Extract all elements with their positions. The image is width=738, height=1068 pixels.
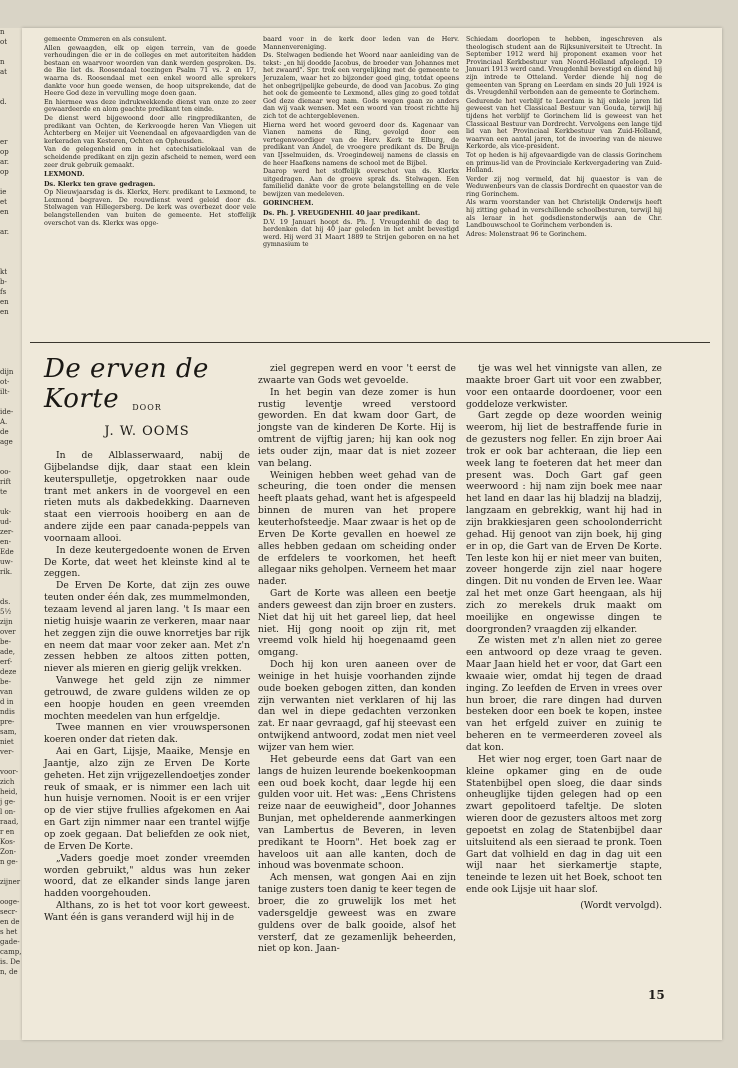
gutter-fragment: en [0,308,9,316]
gutter-fragment: van [0,688,13,696]
news-heading: Ds. Ph. J. VREUGDENHIL 40 jaar predikant. [263,209,421,218]
gutter-fragment: ooge- [0,898,20,906]
gutter-fragment: ilt- [0,388,10,396]
gutter-fragment [0,328,22,337]
news-paragraph: D.V. 19 Januari hoopt ds. Ph. J. Vreugdenhil de dag te herdenken dat hij 40 jaar geleden in het ambt bevestigd werd. Hij werd 31 Maart 1889 te Strijen geboren en na het gymnasium te [263,217,459,249]
story-paragraph: ziel gegrepen werd en voor 't eerst de zwaarte van Gods wet gevoelde. [258,363,456,386]
gutter-fragment: be- [0,638,11,646]
gutter-fragment [0,108,22,117]
gutter-fragment: en- [0,538,12,546]
news-paragraph: Als warm voorstander van het Christelijk Onderwijs heeft hij zitting gehad in verschillende schoolbesturen, terwijl hij als leraar in het godsdienstonderwijs aan de Chr. Landbouwschool te Gorinchem verbonden is. [466,198,662,230]
gutter-fragment: oo- [0,468,11,476]
gutter-fragment: is. De [0,958,21,966]
gutter-fragment: b- [0,278,7,286]
news-paragraph: Op Nieuwjaarsdag is ds. Klerkx, Herv. predikant te Lexmond, te Lexmond begraven. De rouwdienst werd geleid door ds. Stelwagen van Hillegersberg. De kerk was overbezet door vele belangstellenden van buiten de gemeente. Het stoffelijk overschot van ds. Klerkx was opge- [44,188,256,227]
story-paragraph: Weinigen hebben weet gehad van de scheuring, die toen onder die mensen heeft plaats gehad, want het is afgespeeld binnen de muren van het propere keuterhofsteedje. Maar zwaar is het op de Erven De Korte gevallen en hoewel ze alles hebben gedaan om scheiding onder de erfdelers te voorkomen, het heeft allegaar niks geholpen. Verneem het maar nader. [258,469,456,588]
gutter-fragment: uk- [0,508,11,516]
story-paragraph: In de Alblasserwaard, nabij de Gijbelandse dijk, daar staat een klein keuterspulletje, opgetrokken naar oude trant met ankers in de voorgevel en een rieten muts als dakbedekking. Daarneven staat een vierroois hooiberg en aan de andere zijde een paar canada-peppels van voornaam allooi. [44,450,250,544]
gutter-fragment: 5½ [0,608,12,616]
gutter-fragment: r en [0,828,15,836]
gutter-fragment: ie [0,188,7,196]
gutter-fragment: Zon- [0,848,16,856]
gutter-fragment: be- [0,678,11,686]
gutter-fragment [0,248,22,257]
news-paragraph: Daarop werd het stoffelijk overschot van ds. Klerkx uitgedragen. Aan de groeve sprak ds. Stelwagen. Een familielid dankte voor de grote belangstelling en de vele bewijzen van medeleven. [263,167,459,198]
story-byline: DOOR [132,403,162,412]
gutter-fragment: en de [0,918,20,926]
gutter-fragment: de [0,428,9,436]
story-paragraph: Het gebeurde eens dat Gart van een langs de huizen leurende boekenkoopman een oud boek kocht, daar legde hij een gulden voor uit. Het was: „Eens Christens reize naar de eeuwigheid", door Johannes Bunjan, met ophelderende aanmerkingen van Lambertus de Beveren, in leven predikant te Hoorn". Het boek zag er haveloos uit aan alle kanten, doch de inhoud was bovenmate schoon. [258,753,456,872]
gutter-fragment: ide- [0,408,14,416]
gutter-fragment [0,178,22,187]
story-paragraph: Ach mensen, wat gongen Aai en zijn tanige zusters toen danig te keer tegen de broer, die zo gruwelijk los met het vadersgeldje geweest was en zware guldens over de balk gooide, alsof het versterf, dat ze gezamenlijk beheerden, niet op kon. Jaan- [258,872,456,955]
gutter-fragment: rik. [0,568,13,576]
gutter-fragment: op [0,168,9,176]
gutter-fragment [0,258,22,267]
gutter-fragment: rift [0,478,11,486]
gutter-fragment: kt [0,268,8,276]
gutter-fragment [0,588,22,597]
gutter-fragment: ot [0,38,8,46]
gutter-fragment [0,398,22,407]
gutter-fragment: et [0,198,7,206]
gutter-fragment [0,78,22,87]
news-heading: Ds. Klerkx ten grave gedragen. [44,179,156,188]
story-paragraph: Aai en Gart, Lijsje, Maaike, Mensje en Jaantje, alzo zijn ze Erven De Korte geheten. Het zijn vrijgezellendoetjes zonder reuk of smaak, er is nimmer een lach uit hun huisje vernomen. Nooit is er een vrijer op de vier stijve frullies afgekomen en Aai en Gart zijn nimmer naar een trantel wijfje op zoek gegaan. Dat beliefden ze ook niet, de Erven De Korte. [44,746,250,852]
gutter-fragment: deze [0,668,17,676]
gutter-fragment: niet [0,738,14,746]
story-column-1 [44,450,250,924]
story-paragraph: Twee mannen en vier vrouwspersonen koeren onder dat rieten dak. [44,722,250,746]
gutter-fragment [0,118,22,127]
news-heading: LEXMOND. [44,170,85,179]
gutter-fragment: n, de [0,968,18,976]
gutter-fragment [0,338,22,347]
top-column-3 [466,36,662,239]
gutter-fragment: n [0,58,5,66]
section-divider [30,342,710,343]
gutter-fragment [0,868,22,877]
gutter-fragment: d. [0,98,7,106]
gutter-fragment: gade- [0,938,20,946]
gutter-fragment: ds. [0,598,11,606]
news-paragraph: Schiedam doorlopen te hebben, ingeschreven als theologisch student aan de Rijksuniversiteit te Utrecht. In September 1912 werd hij proponent examen voor het Provinciaal Kerkbestuur van Noord-Holland afgelegd. 19 Januari 1913 werd cand. Vreugdenhil bevestigd en diend hij zijn intrede te Otteland. Verder diende hij nog de gemeenten van Sprang en Leerdam en sinds 20 Juli 1924 is ds. Vreugdenhil verbonden aan de gemeente te Gorinchem. [466,35,662,97]
gutter-fragment: Kos- [0,838,16,846]
news-paragraph: Van de gelegenheid om in het catechisatielokaal van de scheidende predikant en zijn gezin afscheid te nemen, werd een zeer druk gebruik gemaakt. [44,145,256,169]
gutter-fragment: heid, [0,788,18,796]
gutter-fragment: n [0,28,5,36]
gutter-fragment: sam, [0,728,17,736]
gutter-fragment: l on- [0,808,16,816]
story-title: De erven de Korte [44,354,209,414]
story-column-2 [258,363,456,955]
gutter-fragment [0,578,22,587]
gutter-fragment [0,238,22,247]
gutter-fragment: pre- [0,718,15,726]
gutter-fragment: voor- [0,768,19,776]
gutter-fragment: camp, [0,948,22,956]
gutter-fragment: ver- [0,748,14,756]
continued-note: (Wordt vervolgd). [580,899,662,911]
gutter-fragment: ndis [0,708,15,716]
gutter-fragment [0,458,22,467]
gutter-fragment [0,358,22,367]
news-paragraph: baard voor in de kerk door leden van de Herv. Mannenvereniging. [263,35,459,51]
news-paragraph: Adres: Molenstraat 96 te Gorinchem. [466,229,587,238]
gutter-fragment: s het [0,928,18,936]
gutter-fragment: ot- [0,378,10,386]
news-paragraph: Verder zij nog vermeld, dat hij quaestor is van de Weduwenbeurs van de classis Dordrecht en quaestor van de ring Gorinchem. [466,174,662,198]
story-paragraph: tje was wel het vinnigste van allen, ze maakte broer Gart uit voor een zwabber, voor een ontaarde doordoener, voor een goddeloze verkwister. [466,363,662,410]
gutter-fragment: en [0,208,9,216]
story-paragraph: Doch hij kon uren aaneen over de weinige in het huisje voorhanden zijnde oude boeken gebogen zitten, dan konden zijn verwanten niet verklaren of hij las dan wel in diepe gedachten verzonken zat. Er naar gevraagd, gaf hij steevast een ontwijkend antwoord, zodat men niet veel wijzer van hem wier. [258,659,456,753]
story-paragraph: De Erven De Korte, dat zijn zes ouwe teuten onder één dak, zes mummelmonden, tezaam levend al jaren lang. 't Is maar een nietig huisje waarin ze verkeren, maar naar het zeggen zijn die ouwe knorretjes bar rijk en neem dat maar voor zeker aan. Met z'n zessen hebben ze altoos zitten potten, niever als mieren en gierig gelijk vrekken. [44,580,250,675]
gutter-fragment [0,758,22,767]
top-column-1 [44,36,256,228]
gutter-fragment: at [0,68,7,76]
gutter-fragment: j ge- [0,798,16,806]
gutter-fragment [0,318,22,327]
page-number: 15 [648,988,665,1002]
gutter-fragment: erf- [0,658,13,666]
news-paragraph: Gedurende het verblijf te Leerdam is hij enkele jaren lid geweest van het Classicaal Bestuur van Gouda, terwijl hij tijdens het verblijf te Gorinchem lid is geweest van het Classicaal Bestuur van Dordrecht. Vervolgens een lange tijd lid van het Provinciaal Kerkbestuur van Zuid-Holland, waarvan een aantal jaren, tot de invoering van de nieuwe Kerkorde, als vice-president. [466,96,662,151]
news-paragraph: gemeente Ommeren en als consulent. [44,35,167,43]
gutter-fragment: zijner [0,878,21,886]
gutter-fragment [0,348,22,357]
top-column-2 [263,36,459,250]
story-paragraph: In het begin van deze zomer is hun rustig leventje wreed verstoord geworden. En dat kwam door Gart, de jongste van de kinderen De Korte. Hij is omtrent de vijftig jaren; hij kan ook nog iets ouder zijn, maar dat is niet zozeer van belang. [258,386,456,469]
gutter-fragment: age [0,438,13,446]
gutter-fragment: ar. [0,158,9,166]
story-paragraph: Althans, zo is het tot voor kort geweest. Want één is gans veranderd wijl hij in de [44,900,250,923]
news-paragraph: De dienst werd bijgewoond door alle ringpredikanten, de predikant van Ochten, de Kerkvoogde heren Van Vliegen uit Achterberg en Meijer uit Veenendaal en afgevaardigden van de kerkeraden van Kesteren, Ochten en Opheusden. [44,113,256,145]
gutter-fragment: dijn [0,368,14,376]
gutter-fragment [0,448,22,457]
story-paragraph: „Vaders goedje moet zonder vreemden worden gebruikt," aldus was hun zeker woord, dat ze elkander sinds lange jaren hadden voorgehouden. [44,852,250,900]
gutter-fragment: zer- [0,528,14,536]
gutter-fragment: over [0,628,16,636]
story-paragraph: Het wier nog erger, toen Gart naar de kleine opkamer ging en de oude Statenbijbel open sloeg, die daar sinds onheuglijke tijden gelegen had op een zwart gepolitoerd tafeltje. De sloten wieren door de gezusters altoos met zorg gepoetst en zolag de Statenbijbel daar uitsluitend als een sieraad te pronk. Toen Gart dat volhield en dag in dag uit een wijl naar het sierkamertje stapte, teneinde te lezen uit het Boek, schoot ten ende ook Lijsje uit haar slof. [466,753,662,896]
gutter-fragment [0,128,22,137]
gutter-fragment: er [0,138,8,146]
gutter-fragment: A. [0,418,8,426]
gutter-fragment: zijn [0,618,13,626]
gutter-fragment [0,48,22,57]
news-paragraph: En hiermee was deze indrukwekkende dienst van onze zo zeer gewaardeerde en alom geachte predikant ten einde. [44,97,256,114]
gutter-fragment: en [0,298,9,306]
gutter-fragment: d in [0,698,14,706]
left-page-edge [0,28,22,1040]
gutter-fragment: raad, [0,818,19,826]
gutter-fragment: Ede [0,548,14,556]
gutter-fragment: te [0,488,7,496]
news-paragraph: Ds. Stelwagen bediende het Woord naar aanleiding van de tekst: „en hij doodde Jacobus, de broeder van Johannes met het zwaard". Spr. trok een vergelijking met de gemeente te Jeruzalem, waar het zo bijzonder goed ging, totdat opeens het onbegrijpelijke gebeurde, de dood van Jacobus. Zo ging het ook de gemeente te Lexmond, alles ging zo goed totdat God deze dienaar weg nam. Gods wegen gaan zo anders dan wij vaak wensen. Met een woord van troost richtte hij zich tot de achtergeblevenen. [263,51,459,120]
story-paragraph: Vanwege het geld zijn ze nimmer getrouwd, de zware guldens wilden ze op een hoopje houden en geen vreemden mochten meedelen van hun erfgeldje. [44,675,250,722]
story-author: J. W. OOMS [104,424,190,439]
story-column-3 [466,363,662,912]
story-paragraph: Gart zegde op deze woorden weinig weerom, hij liet de bestraffende furie in de gezusters nog feller. En zijn broer Aai trok er ook bar achteraan, die liep een week lang te foeteren dat het meer dan present was. Doch Gart gaf geen weerwoord : hij nam zijn boek mee naar het land en daar las hij bladzij na bladzij, langzaam en gebrekkig, want hij had in zijn brakkiesjaren geen schoolonderricht gehad. Hij genoot van zijn boek, hij ging er in op, die Gart van de Erven De Korte. Ten leste kon hij er niet meer van buiten, zoveer hongerde zijn ziel naar hogere dingen. Dit nu vonden de Erven lee. Waar zal het met onze Gart heengaan, als hij zich zo merekels druk maakt om moeilijke en ongewisse dingen te doorgronden? vraagden zij elkander. [466,410,662,635]
story-paragraph: In deze keutergedoente wonen de Erven De Korte, dat weet het kleinste kind al te zeggen. [44,544,250,580]
gutter-fragment: ade, [0,648,16,656]
gutter-fragment: ar. [0,228,9,236]
gutter-fragment: n ge- [0,858,18,866]
gutter-fragment [0,888,22,897]
gutter-fragment: secr- [0,908,18,916]
gutter-fragment: fs [0,288,7,296]
gutter-fragment [0,88,22,97]
news-paragraph: Tot op heden is hij afgevaardigde van de classis Gorinchem en primus-lid van de Provinciale Kerkvergadering van Zuid-Holland. [466,150,662,175]
story-paragraph: Ze wisten met z'n allen niet zo geree een antwoord op deze vraag te geven. Maar Jaan hield het er voor, dat Gart een kwaaie wier, omdat hij tegen de draad inging. Zo leefden de Erven in vrees over hun broer, die rare dingen had durven besteken door een boek te kopen, instee van het erfgeld zuiver en zuinig te beheren en te vermeerderen zoveel als dat kon. [466,635,662,753]
gutter-fragment [0,218,22,227]
news-paragraph: Allen gewaagden, elk op eigen terrein, van de goede verhoudingen die er in de colleges en met autoriteiten hadden bestaan en waarvoor woorden van dank werden gesproken. Ds. de Bie liet ds. Roosendaal toezingen Psalm 71 vs. 2 en 17, waarna ds. Roosendaal met een enkel woord alle sprekers dankte voor hun goede wensen, de hoop uitsprekende, dat de Heere God deze in vervulling moge doen gaan. [44,43,256,98]
news-paragraph: Hierna werd het woord gevoerd door ds. Kagenaar van Vianen namens de Ring, gevolgd door een vertegenwoordiger van de Herv. Kerk te Elburg, de predikant van Andel, de vroegere predikant ds. De Bruijn van IJsselmuiden, ds. Vroegindeweij namens de classis en de heer Haafkens namens de school met de Bijbel. [263,120,459,167]
gutter-fragment [0,498,22,507]
story-paragraph: Gart de Korte was alleen een beetje anders geweest dan zijn broer en zusters. Niet dat hij uit het gareel liep, dat heel niet. Hij gong nooit op zijn rit, met vreemd volk hield hij hoegenaamd geen omgang. [258,588,456,659]
gutter-fragment: op [0,148,9,156]
news-heading: GORINCHEM. [263,199,314,208]
gutter-fragment: ud- [0,518,12,526]
gutter-fragment: zich [0,778,15,786]
gutter-fragment: uw- [0,558,13,566]
